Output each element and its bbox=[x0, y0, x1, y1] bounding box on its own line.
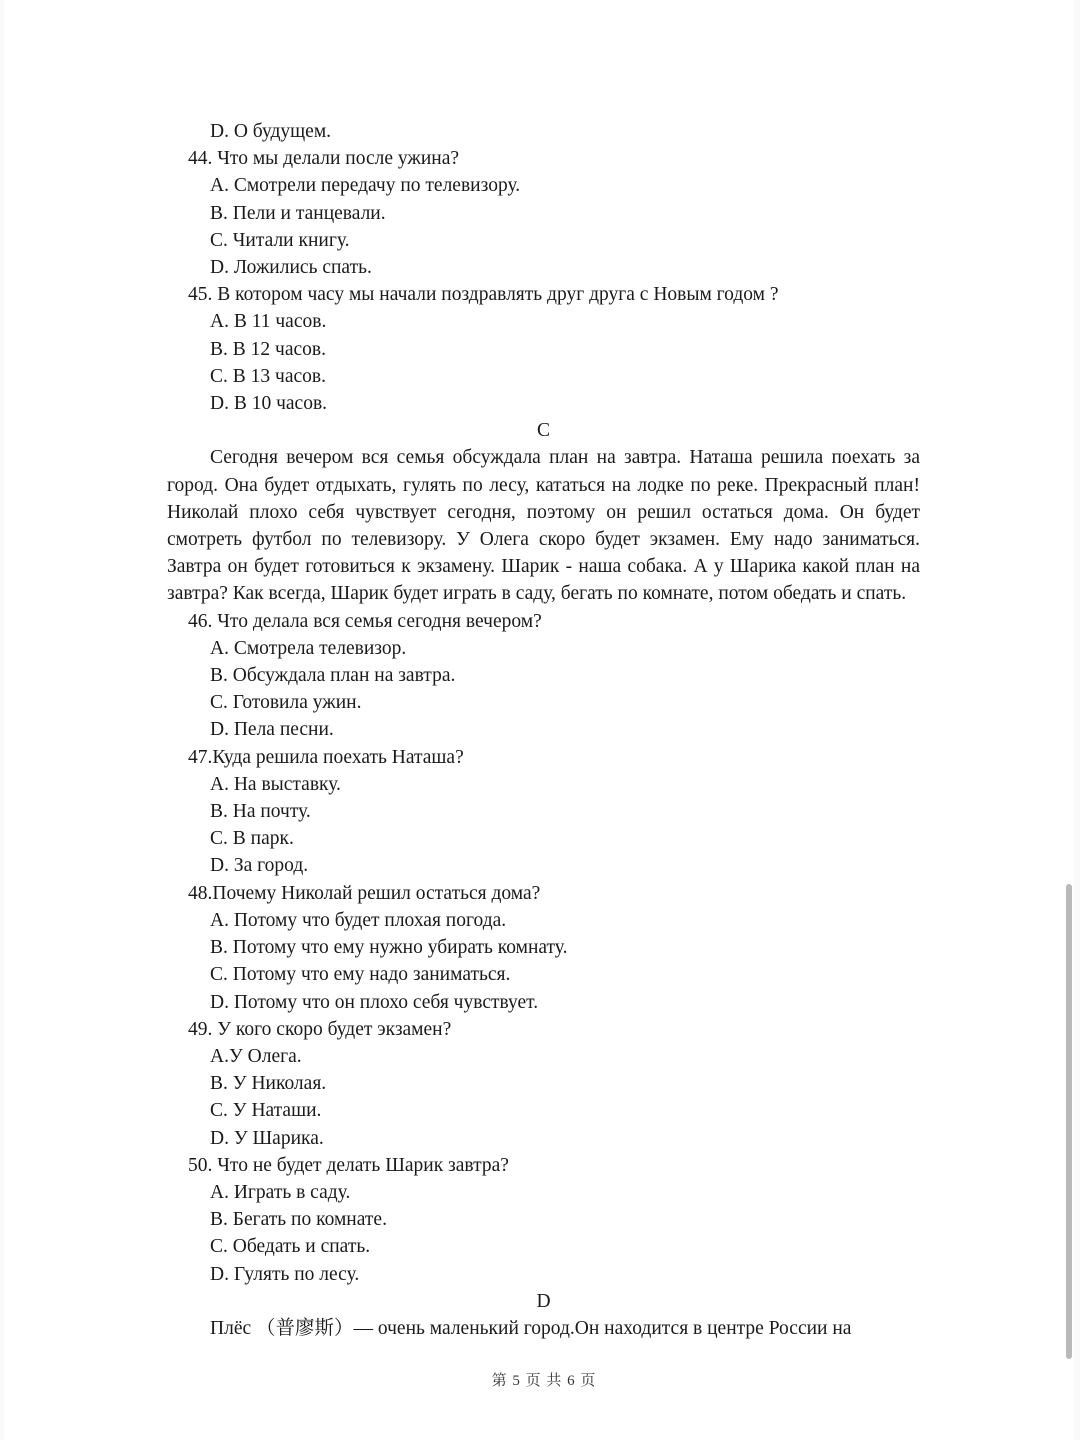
section-heading-d: D bbox=[536, 1290, 551, 1312]
paragraph-d-first-line: Плёс （普廖斯）— очень маленький город.Он находится в центре России на bbox=[210, 1317, 852, 1339]
answer-option: D. У Шарика. bbox=[210, 1127, 324, 1149]
answer-option: B. Потому что ему нужно убирать комнату. bbox=[210, 937, 568, 959]
question-line: 49. У кого скоро будет экзамен? bbox=[188, 1018, 452, 1040]
answer-option: B. Бегать по комнате. bbox=[210, 1209, 387, 1231]
answer-option: A. Смотрели передачу по телевизору. bbox=[210, 175, 521, 197]
question-line: 50. Что не будет делать Шарик завтра? bbox=[188, 1154, 509, 1176]
answer-option: B. В 12 часов. bbox=[210, 338, 326, 360]
answer-option: B. На почту. bbox=[210, 801, 311, 823]
answer-option: A.У Олега. bbox=[210, 1045, 302, 1067]
page-footer: 第 5 页 共 6 页 bbox=[491, 1373, 597, 1389]
answer-option: A. Смотрела телевизор. bbox=[210, 637, 407, 659]
question-line: 46. Что делала вся семья сегодня вечером? bbox=[188, 610, 542, 632]
answer-option: A. На выставку. bbox=[210, 773, 341, 795]
answer-option: D. Потому что он плохо себя чувствует. bbox=[210, 991, 539, 1013]
answer-option: C. В парк. bbox=[210, 828, 294, 850]
questions-block-c bbox=[167, 608, 920, 1288]
answer-option: A. В 11 часов. bbox=[210, 311, 327, 333]
answer-option: A. Потому что будет плохая погода. bbox=[210, 909, 507, 931]
question-line: 45. В котором часу мы начали поздравлять друг друга с Новым годом ? bbox=[188, 284, 779, 306]
section-heading-c: C bbox=[536, 420, 550, 442]
answer-option: D. Пела песни. bbox=[210, 719, 334, 741]
answer-option: B. У Николая. bbox=[210, 1073, 327, 1095]
answer-option: C. В 13 часов. bbox=[210, 365, 326, 387]
question-line: 47.Куда решила поехать Наташа? bbox=[188, 746, 464, 768]
answer-option: D. Гулять по лесу. bbox=[210, 1263, 360, 1285]
document-page bbox=[4, 0, 1074, 1440]
page-content bbox=[167, 118, 920, 1342]
answer-option: D. За город. bbox=[210, 855, 309, 877]
answer-option: D. В 10 часов. bbox=[210, 393, 328, 415]
answer-option: B. Пели и танцевали. bbox=[210, 202, 386, 224]
question-line: 44. Что мы делали после ужина? bbox=[188, 148, 460, 170]
questions-block-b bbox=[167, 118, 920, 417]
answer-option: D. Ложились спать. bbox=[210, 257, 372, 279]
paragraph-c: Сегодня вечером вся семья обсуждала план на завтра. Наташа решила поехать за город. Она будет отдыхать, гулять по лесу, кататься на лодке по реке. Прекрасный план! Николай плохо себя чувствует сегодня, поэтому он решил остаться дома. Он будет смотреть футбол по телевизору. У Олега скоро будет экзамен. Ему надо заниматься. Завтра он будет готовиться к экзамену. Шарик - наша собака. А у Шарика какой план на завтра? Как всегда, Шарик будет играть в саду, бегать по комнате, потом обедать и спать. bbox=[167, 447, 920, 605]
scrollbar-thumb[interactable] bbox=[1066, 884, 1072, 1359]
answer-option: B. Обсуждала план на завтра. bbox=[210, 665, 456, 687]
answer-option: C. Потому что ему надо заниматься. bbox=[210, 964, 511, 986]
answer-option: C. Обедать и спать. bbox=[210, 1236, 371, 1258]
answer-option: A. Играть в саду. bbox=[210, 1181, 351, 1203]
answer-option: C. У Наташи. bbox=[210, 1100, 322, 1122]
answer-option: D. О будущем. bbox=[210, 121, 332, 142]
answer-option: C. Читали книгу. bbox=[210, 229, 350, 251]
answer-option: C. Готовила ужин. bbox=[210, 692, 362, 714]
question-line: 48.Почему Николай решил остаться дома? bbox=[188, 882, 541, 904]
